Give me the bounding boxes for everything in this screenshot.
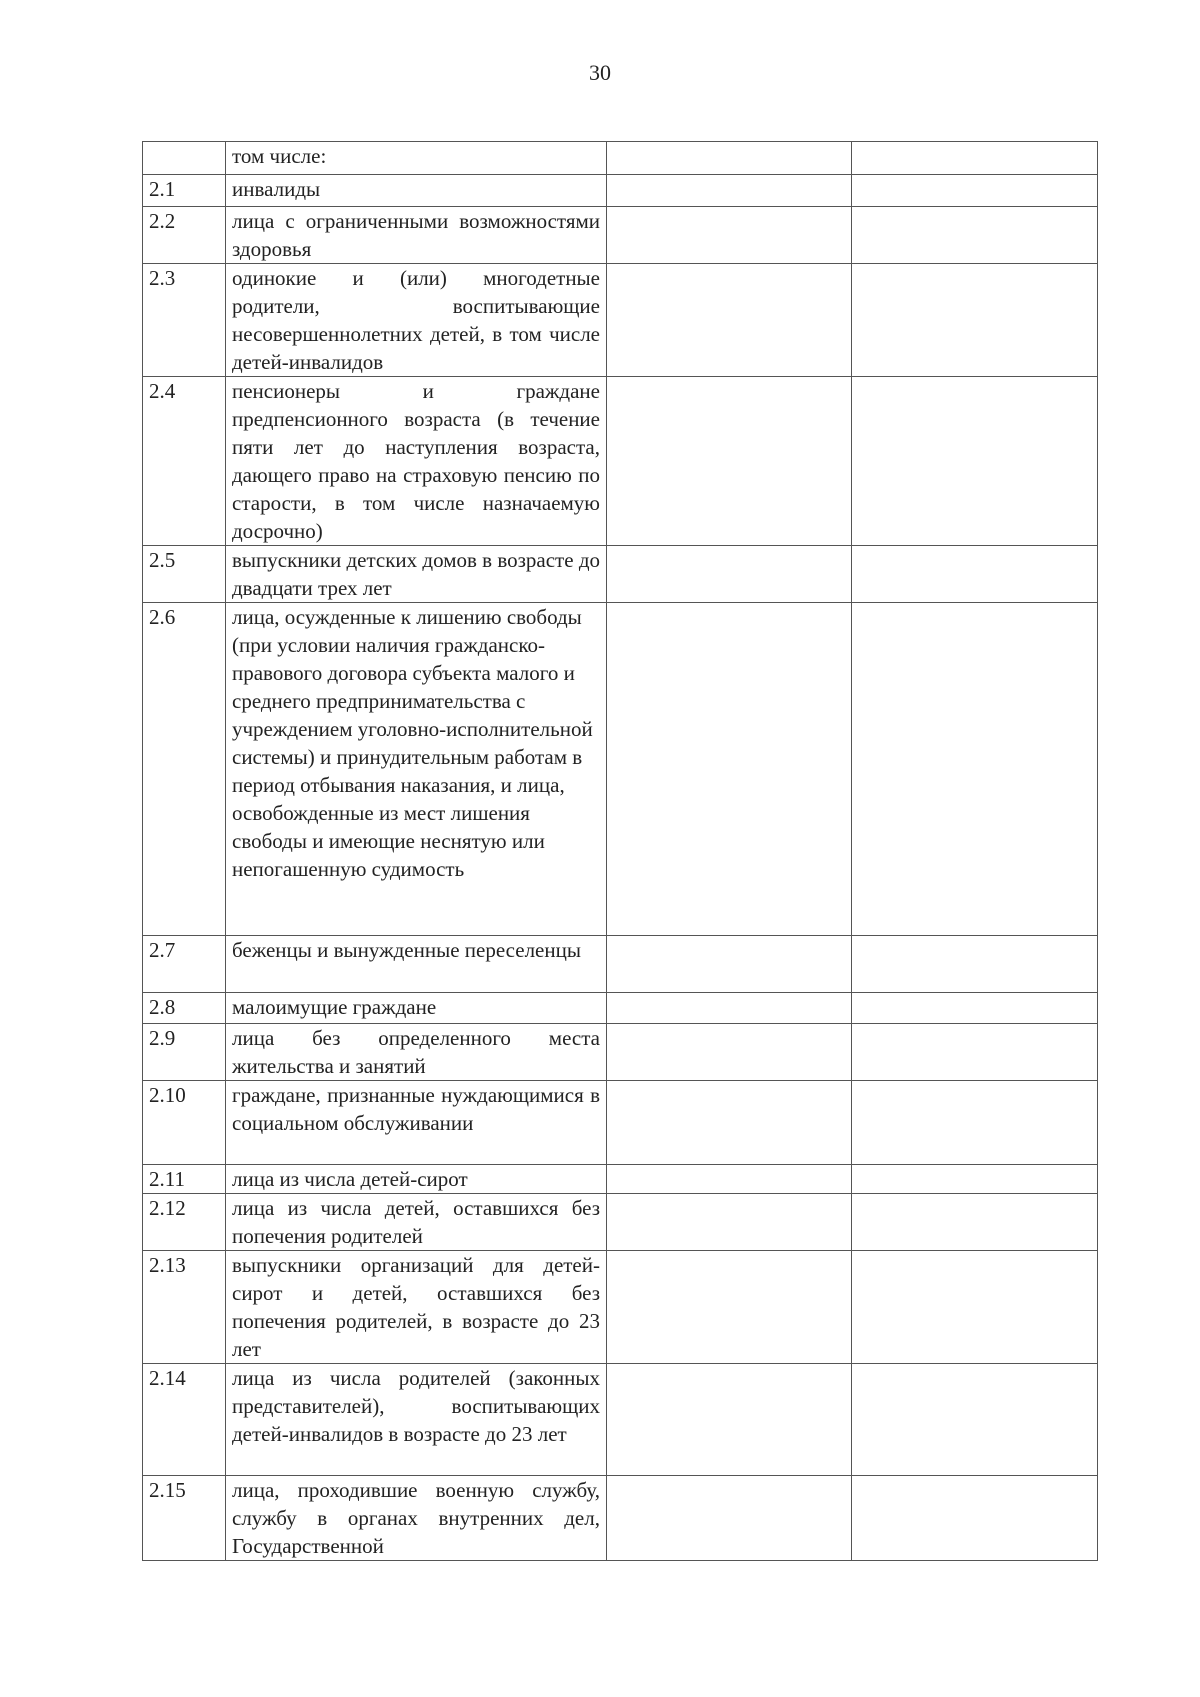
table-row xyxy=(143,175,1098,207)
table-row xyxy=(143,1024,1098,1081)
empty-cell xyxy=(852,1024,1098,1081)
empty-cell xyxy=(852,1081,1098,1165)
table-row xyxy=(143,1081,1098,1165)
empty-cell xyxy=(852,603,1098,936)
row-text: том числе: xyxy=(226,142,607,175)
row-number: 2.2 xyxy=(143,207,226,264)
empty-cell xyxy=(852,377,1098,546)
row-number: 2.5 xyxy=(143,546,226,603)
empty-cell xyxy=(607,1024,852,1081)
table-row xyxy=(143,546,1098,603)
empty-cell xyxy=(852,1194,1098,1251)
table-row xyxy=(143,377,1098,546)
row-text: граждане, признанные нуждающимися в социальном обслуживании xyxy=(226,1081,607,1165)
table-row xyxy=(143,603,1098,936)
empty-cell xyxy=(607,1194,852,1251)
row-number: 2.6 xyxy=(143,603,226,936)
table-row xyxy=(143,1251,1098,1364)
empty-cell xyxy=(852,142,1098,175)
row-text: лица из числа детей, оставшихся без попечения родителей xyxy=(226,1194,607,1251)
row-text: выпускники детских домов в возрасте до двадцати трех лет xyxy=(226,546,607,603)
empty-cell xyxy=(607,142,852,175)
row-text: выпускники организаций для детей-сирот и детей, оставшихся без попечения родителей, в возрасте до 23 лет xyxy=(226,1251,607,1364)
empty-cell xyxy=(852,1251,1098,1364)
row-text: лица без определенного места жительства и занятий xyxy=(226,1024,607,1081)
empty-cell xyxy=(607,1476,852,1561)
table-row xyxy=(143,1364,1098,1476)
empty-cell xyxy=(607,1364,852,1476)
row-text: беженцы и вынужденные переселенцы xyxy=(226,936,607,993)
empty-cell xyxy=(852,546,1098,603)
empty-cell xyxy=(607,377,852,546)
empty-cell xyxy=(607,207,852,264)
row-number: 2.8 xyxy=(143,993,226,1024)
row-number: 2.12 xyxy=(143,1194,226,1251)
table-row xyxy=(143,1476,1098,1561)
row-text: лица с ограниченными возможностями здоровья xyxy=(226,207,607,264)
table-row xyxy=(143,207,1098,264)
empty-cell xyxy=(607,175,852,207)
row-text: лица, проходившие военную службу, службу в органах внутренних дел, Государственной xyxy=(226,1476,607,1561)
row-text: лица из числа родителей (законных представителей), воспитывающих детей-инвалидов в возрасте до 23 лет xyxy=(226,1364,607,1476)
empty-cell xyxy=(852,264,1098,377)
row-number: 2.4 xyxy=(143,377,226,546)
empty-cell xyxy=(607,1081,852,1165)
empty-cell xyxy=(852,1165,1098,1194)
row-text: инвалиды xyxy=(226,175,607,207)
table-row xyxy=(143,993,1098,1024)
category-table xyxy=(142,141,1098,1561)
table-row xyxy=(143,1194,1098,1251)
empty-cell xyxy=(852,993,1098,1024)
empty-cell xyxy=(607,264,852,377)
empty-cell xyxy=(852,175,1098,207)
row-number xyxy=(143,142,226,175)
row-text: одинокие и (или) многодетные родители, воспитывающие несовершеннолетних детей, в том числе детей-инвалидов xyxy=(226,264,607,377)
row-number: 2.15 xyxy=(143,1476,226,1561)
row-text: лица из числа детей-сирот xyxy=(226,1165,607,1194)
row-number: 2.13 xyxy=(143,1251,226,1364)
row-number: 2.9 xyxy=(143,1024,226,1081)
row-text: лица, осужденные к лишению свободы (при условии наличия гражданско-правового договора субъекта малого и среднего предпринимательства с учреждением уголовно-исполнительной системы) и принудительным работам в период отбывания наказания, и лица, освобожденные из мест лишения свободы и имеющие неснятую или непогашенную судимость xyxy=(226,603,607,936)
empty-cell xyxy=(607,1251,852,1364)
row-number: 2.11 xyxy=(143,1165,226,1194)
row-text: малоимущие граждане xyxy=(226,993,607,1024)
empty-cell xyxy=(607,936,852,993)
table-row xyxy=(143,936,1098,993)
row-number: 2.1 xyxy=(143,175,226,207)
table-row xyxy=(143,264,1098,377)
empty-cell xyxy=(607,1165,852,1194)
row-number: 2.14 xyxy=(143,1364,226,1476)
row-number: 2.3 xyxy=(143,264,226,377)
row-text: пенсионеры и граждане предпенсионного возраста (в течение пяти лет до наступления возраста, дающего право на страховую пенсию по старости, в том числе назначаемую досрочно) xyxy=(226,377,607,546)
empty-cell xyxy=(852,1476,1098,1561)
empty-cell xyxy=(852,207,1098,264)
table-row xyxy=(143,142,1098,175)
empty-cell xyxy=(852,1364,1098,1476)
row-number: 2.10 xyxy=(143,1081,226,1165)
empty-cell xyxy=(852,936,1098,993)
empty-cell xyxy=(607,993,852,1024)
empty-cell xyxy=(607,546,852,603)
row-number: 2.7 xyxy=(143,936,226,993)
page-number: 30 xyxy=(589,60,611,85)
table-row xyxy=(143,1165,1098,1194)
empty-cell xyxy=(607,603,852,936)
